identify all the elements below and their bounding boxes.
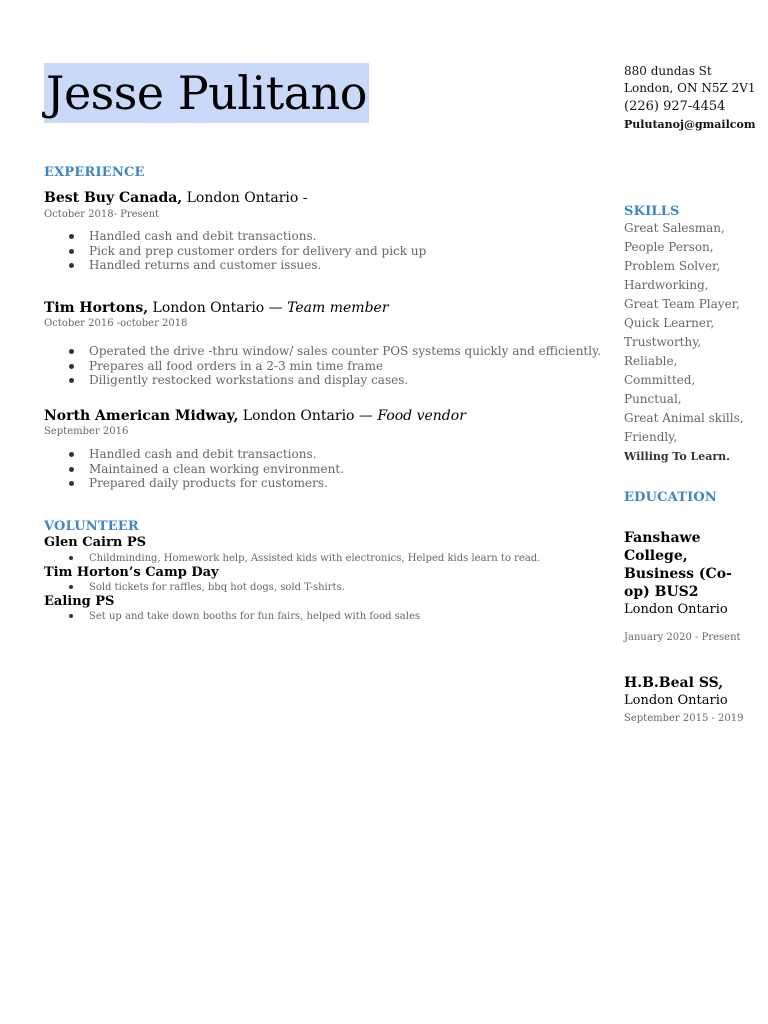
school-name-cont: College,	[624, 548, 688, 564]
education-date: January 2020 - Present	[624, 632, 741, 643]
program-name-cont: op) BUS2	[624, 584, 699, 600]
email-address: Pulutanoj@gmailcom	[624, 118, 756, 131]
list-item: Pick and prep customer orders for delivery and pick up	[89, 243, 427, 258]
list-item: Handled returns and customer issues.	[89, 258, 426, 273]
job-employer: Best Buy Canada,	[44, 190, 183, 206]
job-date: October 2016 -october 2018	[44, 318, 188, 329]
list-item: Set up and take down booths for fun fairs, helped with food sales	[89, 611, 421, 622]
skill-item: Great Team Player,	[624, 297, 740, 311]
volunteer-details	[44, 581, 345, 594]
skill-item: Problem Solver,	[624, 259, 721, 273]
contact-block	[624, 63, 764, 133]
skill-item: Committed,	[624, 373, 696, 387]
list-item: Prepares all food orders in a 2-3 min time frame	[89, 359, 601, 374]
volunteer-name: Glen Cairn PS	[44, 535, 146, 550]
skill-item: Punctual,	[624, 392, 682, 406]
list-item: Operated the drive -thru window/ sales counter POS systems quickly and efficiently.	[89, 344, 602, 358]
address-line-1: 880 dundas St	[624, 64, 712, 78]
job-duties-list	[44, 447, 344, 491]
skill-item: Great Salesman,	[624, 221, 725, 235]
job-duties-list	[44, 344, 601, 388]
list-item: Sold tickets for raffles, bbq hot dogs, sold T-shirts.	[89, 582, 345, 593]
skill-item: Hardworking,	[624, 278, 709, 292]
job-location: London Ontario -	[182, 190, 308, 206]
skill-item: Friendly,	[624, 430, 678, 444]
job-title-midway	[44, 408, 466, 424]
program-name: Business (Co-	[624, 566, 732, 582]
volunteer-name: Tim Horton’s Camp Day	[44, 565, 219, 580]
skills-list	[624, 219, 764, 466]
list-item: Handled cash and debit transactions.	[89, 229, 426, 244]
skill-item: Trustworthy,	[624, 335, 702, 349]
school-name: H.B.Beal SS,	[624, 675, 724, 691]
job-date: September 2016	[44, 426, 129, 437]
volunteer-heading: VOLUNTEER	[44, 519, 139, 534]
volunteer-details	[44, 610, 420, 623]
skills-heading: SKILLS	[624, 204, 680, 219]
job-employer: Tim Hortons,	[44, 300, 149, 316]
phone-number: (226) 927-4454	[624, 99, 726, 114]
school-location: London Ontario	[624, 693, 728, 708]
job-employer: North American Midway,	[44, 408, 239, 424]
skill-item: Reliable,	[624, 354, 678, 368]
job-role: Food vendor	[377, 408, 466, 424]
volunteer-name: Ealing PS	[44, 594, 115, 609]
list-item: Maintained a clean working environment.	[89, 461, 345, 476]
experience-heading: EXPERIENCE	[44, 165, 145, 180]
job-title-tim-hortons	[44, 300, 389, 316]
skill-item: Great Animal skills,	[624, 411, 744, 425]
job-location: London Ontario —	[148, 300, 288, 316]
skill-item: Quick Learner,	[624, 316, 715, 330]
volunteer-details	[44, 552, 540, 565]
job-date: October 2018- Present	[44, 209, 160, 220]
job-duties-list	[44, 229, 426, 273]
education-entry-hbbeal	[624, 674, 754, 710]
job-role: Team member	[287, 300, 389, 316]
list-item: Prepared daily products for customers.	[89, 476, 344, 491]
school-name: Fanshawe	[624, 530, 701, 546]
candidate-name: Jesse Pulitano	[44, 63, 369, 123]
education-date: September 2015 - 2019	[624, 713, 744, 724]
skill-item: Willing To Learn.	[624, 450, 730, 463]
education-entry-fanshawe	[624, 529, 754, 619]
list-item: Childminding, Homework help, Assisted kids with electronics, Helped kids learn to read.	[89, 553, 541, 564]
list-item: Diligently restocked workstations and display cases.	[89, 373, 601, 388]
education-heading: EDUCATION	[624, 490, 718, 505]
job-location: London Ontario —	[238, 408, 378, 424]
school-location: London Ontario	[624, 602, 728, 617]
job-title-best-buy	[44, 190, 307, 206]
list-item: Handled cash and debit transactions.	[89, 447, 344, 462]
address-line-2: London, ON N5Z 2V1	[624, 81, 756, 95]
skill-item: People Person,	[624, 240, 714, 254]
